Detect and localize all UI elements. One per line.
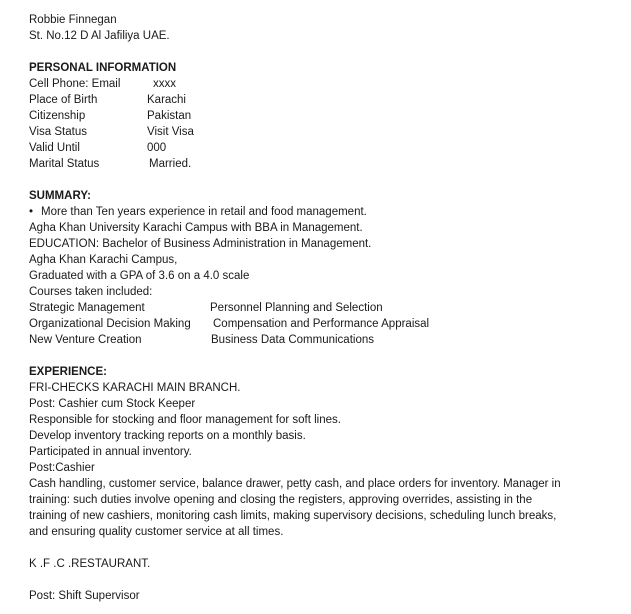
experience-line: Post:Cashier	[29, 462, 95, 474]
summary-line: Agha Khan University Karachi Campus with BBA in Management.	[29, 222, 363, 234]
experience-line: Develop inventory tracking reports on a monthly basis.	[29, 430, 306, 442]
course-right: Personnel Planning and Selection	[210, 302, 383, 314]
summary-line: EDUCATION: Bachelor of Business Administration in Management.	[29, 238, 372, 250]
personal-value: xxxx	[153, 78, 176, 90]
personal-row	[29, 76, 176, 92]
personal-label: Place of Birth	[29, 94, 98, 106]
personal-label: Cell Phone: Email	[29, 78, 121, 90]
course-left: Strategic Management	[29, 302, 145, 314]
course-left: New Venture Creation	[29, 334, 142, 346]
summary-line: Courses taken included:	[29, 286, 153, 298]
personal-value: Karachi	[147, 94, 186, 106]
summary-line: Agha Khan Karachi Campus,	[29, 254, 178, 266]
kfc-employer: K .F .C .RESTAURANT.	[29, 558, 151, 570]
course-row	[29, 300, 383, 316]
bullet-icon: •	[29, 206, 34, 218]
personal-row	[29, 140, 167, 156]
experience-line: Responsible for stocking and floor management for soft lines.	[29, 414, 341, 426]
personal-value: Visit Visa	[147, 126, 194, 138]
personal-label: Visa Status	[29, 126, 87, 138]
personal-value: Pakistan	[147, 110, 192, 122]
experience-line: and ensuring quality customer service at all times.	[29, 526, 284, 538]
personal-row	[29, 92, 186, 108]
personal-value: 000	[147, 142, 167, 154]
experience-line: Cash handling, customer service, balance drawer, petty cash, and place orders for inventory. Manager in	[29, 478, 561, 490]
experience-line: training of new cashiers, monitoring cash limits, making supervisory decisions, scheduling lunch breaks,	[29, 510, 557, 522]
experience-line: training: such duties involve opening and closing the registers, approving overrides, assisting in the	[29, 494, 533, 506]
summary-line: Graduated with a GPA of 3.6 on a 4.0 scale	[29, 270, 250, 282]
experience-line: FRI-CHECKS KARACHI MAIN BRANCH.	[29, 382, 241, 394]
personal-info-heading: PERSONAL INFORMATION	[29, 62, 177, 74]
course-right: Business Data Communications	[211, 334, 374, 346]
personal-row	[29, 124, 194, 140]
personal-label: Citizenship	[29, 110, 86, 122]
summary-heading: SUMMARY:	[29, 190, 91, 202]
personal-label: Marital Status	[29, 158, 100, 170]
course-row	[29, 332, 374, 348]
applicant-address: St. No.12 D Al Jafiliya UAE.	[29, 30, 170, 42]
bullet-text: More than Ten years experience in retail and food management.	[41, 206, 367, 218]
personal-row	[29, 108, 192, 124]
course-right: Compensation and Performance Appraisal	[213, 318, 430, 330]
course-left: Organizational Decision Making	[29, 318, 191, 330]
experience-line: Participated in annual inventory.	[29, 446, 192, 458]
course-row	[29, 316, 430, 332]
personal-label: Valid Until	[29, 142, 80, 154]
experience-heading: EXPERIENCE:	[29, 366, 107, 378]
personal-row	[29, 156, 192, 172]
personal-value: Married.	[149, 158, 192, 170]
summary-bullet	[29, 204, 367, 220]
experience-line: Post: Cashier cum Stock Keeper	[29, 398, 196, 410]
applicant-name: Robbie Finnegan	[29, 14, 117, 26]
kfc-post: Post: Shift Supervisor	[29, 590, 140, 602]
